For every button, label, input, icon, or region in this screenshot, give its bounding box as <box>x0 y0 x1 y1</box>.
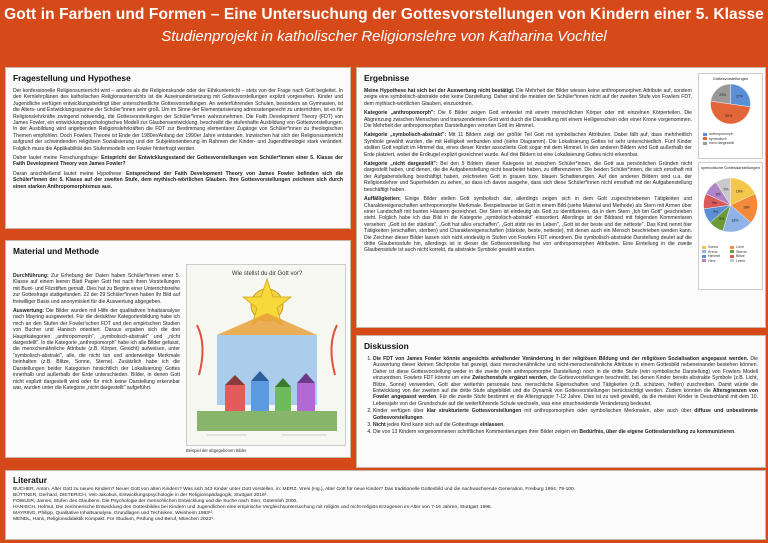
section-heading: Diskussion <box>364 341 409 351</box>
legend-swatch <box>702 259 706 262</box>
reference-entry: FOWLER, James, Stufen des Glaubens. Die Psychologie der menschlichen Entwicklung und die Suche nach Sinn, Gütersloh 2000. <box>13 499 298 504</box>
example-drawing <box>186 264 346 456</box>
legend-label: Herz <box>708 258 716 263</box>
legend-swatch <box>702 255 706 258</box>
legend-swatch <box>730 259 734 262</box>
pie-data-label: 9% <box>723 187 729 192</box>
legend-label: Sonne <box>708 245 719 249</box>
legend-label: Himmel <box>708 254 721 259</box>
drawing-title: Wie stellst du dir Gott vor? <box>231 271 303 277</box>
page-title: Gott in Farben und Formen – Eine Untersuchung der Gottesvorstellungen von Kindern einer 5. Klasse <box>4 6 764 23</box>
paragraph: Daher lautet meine Forschungsfrage: Entspricht der Entwicklungsstand der Gottesvorstellungen von Schüler*innen einer 5. Klasse der Faith Development Theory von James Fowler? <box>13 155 343 168</box>
reference-entry: MAYRING, Philipp, Qualitative Inhaltsanalyse. Grundlagen und Techniken, Weinheim 1983¹². <box>13 511 214 516</box>
pie-chart-gottesvorstellungen <box>698 73 763 159</box>
paragraph: Auswertung: Die Bilder wurden mit Hilfe der qualitativen Inhaltsanalyse nach Mayring ausgewertet. Für die deduktive Kategorienbildung habe ich mich an den Stufen der Fowler'schen FDT und den empirischen Studien von Bucher und Hanisch orientiert. Daraus ergaben sich die drei Hauptkategorien „anthropomorph", „symbolisch-abstrakt" und „nicht dargestellt". In die Kategorie „anthropomorph" habe ich alle Bilder gefasst, die menschenähnliche Attribute (z.B. Körper, Gesicht) aufweisen, unter "symbolisch-abstrakt", alle, die nicht tun und anderweitige Merkmale beinhalten (z.B. Blitze, Sonne, Sterne). Zusätzlich habe ich die Darstellungen beider Kategorien hinsichtlich der Lokalisierung Gottes innerhalb und außerhalb der Erde unterschieden. Bilder, in denen Gott nicht explizit dargestellt wird oder für mich keine Darstellung erkennbar war, wurden unter die Kategorie „nicht dargestellt" aufgeführt. <box>13 308 180 391</box>
reference-entry: MENDL, Hans, Religionsdidaktik Kompakt. Für Studium, Prüfung und Beruf, München 2022⁹. <box>13 517 215 522</box>
legend-entry <box>702 259 730 264</box>
legend-swatch <box>703 137 707 140</box>
legend-label: Kreuz <box>708 249 718 254</box>
legend-entry <box>730 259 758 264</box>
paragraph: Durchführung: Zur Erhebung der Daten haben Schüler*innen einer 5. Klasse auf einem leeren Blatt Papier Gott frei nach ihren Vorstellungen mit Bunt- und Filzstiften gemalt. Dies hat zu Beginn einer Unterrichtsreihe zur Gottesfrage stattgefunden. 22 der 29 Schüler*innen haben ihr Bild auf freiwilliger Basis und anonymisiert für die Auswertung abgegeben. <box>13 273 180 305</box>
section-heading: Fragestellung und Hypothese <box>13 73 131 83</box>
page-subtitle: Studienprojekt in katholischer Religionslehre von Katharina Vochtel <box>161 28 607 45</box>
paragraph: Kategorie „anthropomorph": Die 6 Bilder zeigen Gott entweder mit einem menschlichen Körper oder mit einzelnen Körperteilen. Die Abgrenzung zwischen Menschen und transzendentem Gott wird durch die Darstellung mit einem Heiligenschein oder einer Krone vorgenommen. Die Mehrheit der anthropomorphen Darstellungen verorten Gott im Himmel. <box>364 110 692 130</box>
chart-title: symbolische Gottesdarstellungen <box>701 165 760 170</box>
pie-data-label: 18% <box>743 205 750 210</box>
reference-entry: BUCHER, Anton, Alter Gott zu neuen Kindern? Neuer Gott von alten Kindern? Was sich 343 Kinder unter Gott vorstellen, in: MERZ, Vreni (Hg.), Alter Gott für neue Kinder? Das traditionelle Gottesbild und die nachwachsende Generation, Freiburg 1994, 79-100. <box>13 487 576 492</box>
legend-entry <box>703 141 762 146</box>
section-heading: Literatur <box>13 475 47 485</box>
pie-data-label: 9% <box>719 216 725 221</box>
section-literatur <box>5 470 766 540</box>
section-body <box>364 88 692 257</box>
pie-chart-svg <box>699 81 762 127</box>
section-body <box>13 88 343 190</box>
legend-swatch <box>703 142 707 145</box>
paragraph: Auffälligkeiten: Einige Bilder stellen Gott symbolisch dar, allerdings zeigen sich in dem Gott zugeschriebenen Tätigkeiten und Charaktereigenschaften anthropomorphe Merkmale. Beispielsweise ist Gott in einem Bild (siehe Material und Methode) als Stern mit Armen über einer Landschaft mit bunten Häusern gezeichnet. Der Stern ist eindeutig als Gott zu identifizieren, da in dem Stern „Ich bin Gott" geschrieben steht. Folglich habe ich das Bild in die Kategorie „symbolisch-abstrakt" einsortiert. Allerdings ist der Bildrand mit folgenden Kommentaren versehen: „Gott ist der stärkste", „Gott hat alles erschaffen", „Gott stirbt nie im Leben", „Gott ist der beste und der netteste". Das Kind nennt hier Tätigkeiten (erschaffen, sterben) und Charaktereigenschaften (stärkste, beste, netteste), mit denen auch ein Mensch beschrieben werden kann. Die Zeichner dieser Bilder lassen sich nicht eindeutig in Stufen von Fowlers FDT einordnen. Die symbolisch-abstrakte Darstellung deutet auf die dritte Glaubensstufe hin, allerdings ist in dieser die Gottesvorstellung frei von anthropomorphen Attributen. Eine Einteilung in die zweite Glaubensstufe ist auch nicht korrekt, da abstrakte Symbole gewählt wurden. <box>364 196 692 254</box>
chart-title: Gottesvorstellungen <box>712 76 749 81</box>
legend-swatch <box>702 246 706 249</box>
section-material <box>5 240 351 458</box>
paragraph: Der konfessionelle Religionsunterricht wird – anders als die Religionskunde oder der Ethikunterricht – stets von der Frage nach Gott begleitet. In den Kernlehrplänen des katholischen Religionsunterrichts ist die Auseinandersetzung mit Gottesvorstellungen explizit vorgesehen. Kinder und Jugendliche verfügen entwicklungsbedingt über unterschiedliche Gottesvorstellungen. An weiterführenden Schulen, besonders an Gymnasien, ist die Alters- und Entwicklungsspanne der Schüler*innen sehr groß. Um im Sinne der Elementarisierung adressatengerecht zu unterrichten, ist es für Religionslehrkräfte zwingend notwendig, die Gottesvorstellungen der Schüler*innen wahrzunehmen. Die Faith Development Theory (FDT) von James Fowler, ein entwicklungspsychologisches Modell zur Glaubensentwicklung, beschreibt die stufenhafte Ausbildung von Gottesvorstellungen. In der Ausbildung wird angehenden Religionslehrkräften die FDT zur Bestimmung elementarer Zugänge von Schüler*innen zu theologischen Themen empfohlen. Doch Fowlers Theorie ist Ende der 1980er/Anfang der 1990er Jahre entstanden. Inzwischen hat sich der Religionsunterricht aufgrund der schwindenden religiösen Sozialisierung und der Subjektorientierung im Rahmen der Kinder- und Jugendtheologie stark verändert. Folglich muss die Applikabilität des Stufenmodells von Fowler hinterfragt werden. <box>13 88 343 152</box>
discussion-item: 4. Die von 13 Kindern vorgenommenen schriftlichen Kommentierungen ihrer Bilder zeigen ein Bedürfnis, über die eigene Gottesdarstellung zu kommunizieren. <box>373 429 758 435</box>
discussion-item: 2. Kinder verfügen über klar strukturierte Gottesvorstellungen mit anthropomorphen oder symbolischen Merkmalen, aber auch über diffuse und unbestimmte Gottesvorstellungen. <box>373 408 758 421</box>
paragraph: Meine Hypothese hat sich bei der Auswertung nicht bestätigt. Die Mehrheit der Bilder wiesen keine anthropomorphen Attribute auf, sondern zeigte eine symbolisch-abstrakte oder keine Darstellung. Daher sind die meisten der Schüler*innen nicht auf der zweiten Stufe von Fowlers FDT, dem mythisch-wörtlichen Glauben, einzuordnen. <box>364 88 692 107</box>
legend-label: symbolisch <box>709 136 727 141</box>
legend-label: Blitze <box>736 254 745 259</box>
pie-data-label: 50% <box>725 114 733 119</box>
section-fragestellung <box>5 67 351 229</box>
legend-swatch <box>730 250 734 253</box>
pie-data-label: 18% <box>731 218 739 223</box>
legend-swatch <box>730 255 734 258</box>
discussion-item: 3. Nicht jedes Kind kann sich auf die Gottesfrage einlassen. <box>373 422 758 428</box>
reference-list <box>13 487 758 523</box>
section-body <box>13 273 180 394</box>
legend-swatch <box>702 250 706 253</box>
pie-data-label: 9% <box>713 209 719 214</box>
legend-label: Leere <box>736 258 746 263</box>
section-heading: Material und Methode <box>13 246 100 256</box>
pie-data-label: 23% <box>719 93 727 98</box>
legend-swatch <box>730 246 734 249</box>
legend-label: nicht dargestellt <box>709 141 735 146</box>
reference-entry: HANISCH, Helmut, Die zeichnerische Entwicklung des Gottesbildes bei Kindern und Jugendlichen eine empirische Vergleichsuntersuchung mit religiös und nicht-religiös Erzogenen im Alter von 7-16 Jahren, Stuttgart 1996. <box>13 505 492 510</box>
pie-chart-svg <box>699 170 762 240</box>
paragraph: Daran anschließend lautet meine Hypothese: Entsprechend der Faith Development Theory von James Fowler befinden sich die Schüler*innen der 5. Klasse auf der zweiten Stufe, dem mythisch-wörtlichen Glauben. Ihre Gottesvorstellungen zeichnen sich durch einen starken Anthropomorphismus aus. <box>13 170 343 190</box>
chart-legend <box>699 245 762 263</box>
section-ergebnisse <box>356 67 766 328</box>
discussion-list <box>364 356 758 436</box>
section-diskussion <box>356 335 766 468</box>
pie-data-label: 18% <box>735 189 743 194</box>
discussion-item: 1. Die FDT von James Fowler könnte angesichts anhaltender Veränderung in der religiösen Bildung und der religiösen Sozialisation angepasst werden. Die Auswertung dieser kleinen Stichprobe hat gezeigt, dass menschenähnliche und nicht-menschenähnliche Attribute in einem Gottesbild nebeneinander bestehen können. Daher ist diese Gottesvorstellung weder in die zweite (rein anthropomorphe Darstellung) noch in die dritte Stufe (rein symbolische Darstellung) von Fowlers Modell einzuordnen. Fowlers FDT könnte um eine Zwischenstufe ergänzt werden, die Gottesvorstellungen beschreibt, bei denen Kinder bereits abstrakte Symbole (z.B. Licht, Blitze, Sonne) verwenden, Gott aber weiterhin personale bzw. menschliche Eigenschaften und Tätigkeiten (z.B. schützen, helfen) zuschreiben. Damit würde die Entwicklung von der zweiten auf die dritte Stufe abgebildet und die Dynamik von Gottesvorstellungen berücksichtigt werden. Zudem könnten die Altersgrenzen von Fowler angepasst werden. Für die zweite Stufe bestimmt er die Altersgruppe 7-12 Jahre. Dies ist zu weit gewählt, da die meisten Kinder in Deutschland mit dem 10. Lebensjahr von der Grundschule auf die weiterführende Schule wechseln, was eine einschneidende Veränderung bedeutet. <box>373 356 758 407</box>
paragraph: Kategorie „nicht dargestellt": Bei den 5 Bildern dieser Kategorie ist zwischen Schüler*innen, die Gott aus persönlichen Gründen nicht dargestellt haben, und denen, die die Aufgabenstellung nicht bearbeitet haben, zu differenzieren. Die beiden Schüler*innen, die sich ernsthaft mit der Aufgabenstellung beschäftigt haben, zeichneten Gott in grauen bzw. blauen Schattierungen. Auf den anderen Bildern sind u.a. der Religionslehrer und Superhelden zu sehen, so dass ich davon ausgehe, dass sich diese Schüler*innen nicht ernsthaft mit der Aufgabenstellung beschäftigt haben. <box>364 161 692 193</box>
reference-entry: BÜTTNER, Gerhard, DIETERICH, Veit-Jakobus, Entwicklungspsychologie in der Religionspädagogik, Stuttgart 2016². <box>13 493 268 498</box>
legend-swatch <box>703 133 707 136</box>
section-body <box>364 356 758 436</box>
legend-label: Sterne <box>736 249 747 254</box>
child-drawing-image <box>186 264 346 446</box>
pie-data-label: 27% <box>736 94 743 99</box>
pie-data-label: 9% <box>712 200 717 205</box>
drawing-caption: Beispiel der abgegebenen Bilder <box>186 448 247 453</box>
legend-label: Licht <box>736 245 744 249</box>
section-heading: Ergebnisse <box>364 73 410 83</box>
pie-data-label: 9% <box>715 192 721 197</box>
legend-label: anthropomorph <box>709 132 734 136</box>
chart-legend <box>699 132 762 146</box>
pie-chart-symbolische <box>698 162 763 290</box>
paragraph: Kategorie „symbolisch-abstrakt": Mit 11 Bildern zeigt der größte Teil Gott mit symbolischen Attributen. Dabei fällt auf, dass mehrheitlich Symbole gewählt wurden, die mit Helligkeit verbunden sind (siehe Diagramm). Die Lokalisierung Gottes ist sehr unterschiedlich. Fünf Kinder stellten Gott explizit im Himmel dar, eines dieser Kinder assoziierte Gott sogar mit dem Himmel. In den anderen Bildern wird Gott außerhalb der Erde platziert, wobei die Erdkugel explizit gezeichnet wurde. Auf drei Bildern ist eine Lokalisierung Gottes nicht erkennbar. <box>364 132 692 158</box>
